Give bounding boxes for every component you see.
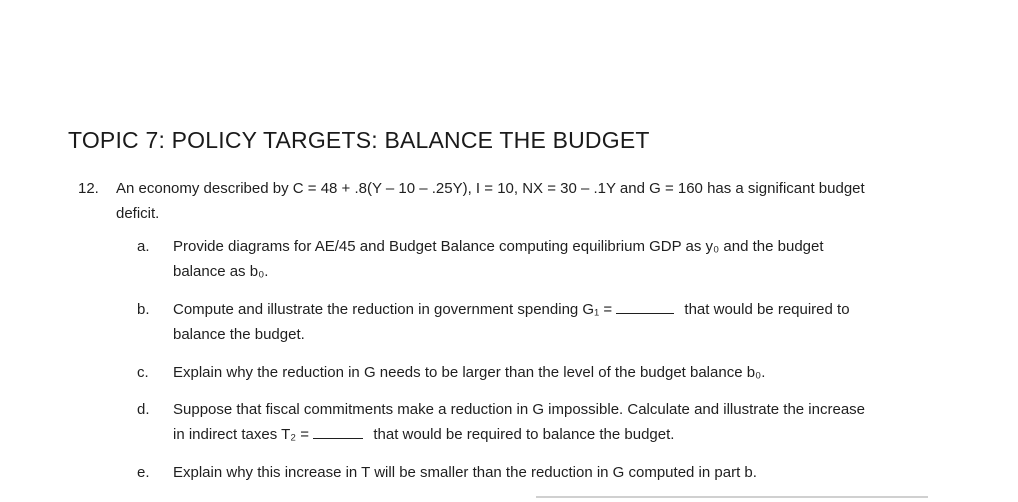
part-text-line-2 [173, 422, 933, 447]
part-label: e. [137, 464, 150, 481]
answer-blank-g1 [616, 299, 674, 314]
part-label: a. [137, 238, 150, 255]
part-text-pre-blank: Compute and illustrate the reduction in government spending G₁ = [173, 301, 613, 318]
question-part-d [137, 397, 937, 447]
bottom-divider [536, 496, 928, 498]
part-text-line-1: Explain why the reduction in G needs to be larger than the level of the budget balance b₀. [173, 364, 766, 381]
question-12 [78, 176, 958, 226]
question-part-c [137, 360, 937, 385]
question-part-e [137, 460, 937, 485]
answer-blank-t2 [313, 424, 363, 439]
question-text-line-2: deficit. [116, 205, 160, 222]
part-label: c. [137, 364, 149, 381]
part-text-line-2: balance the budget. [173, 326, 305, 343]
part-text-line-2: balance as b₀. [173, 263, 269, 280]
part-text-line-1 [173, 297, 933, 322]
part-text [173, 234, 933, 284]
part-text-post-blank: that would be required to [684, 301, 850, 318]
part-text-pre-blank: in indirect taxes T₂ = [173, 426, 310, 443]
question-text-line-1: An economy described by C = 48 + .8(Y – 10 – .25Y), I = 10, NX = 30 – .1Y and G = 160 has a significant budget [116, 180, 865, 197]
part-text-line-1: Explain why this increase in T will be smaller than the reduction in G computed in part b. [173, 464, 757, 481]
part-text-line-1: Provide diagrams for AE/45 and Budget Balance computing equilibrium GDP as y₀ and the budget [173, 238, 824, 255]
part-label: d. [137, 401, 150, 418]
question-number: 12. [78, 180, 99, 197]
part-text [173, 460, 933, 485]
question-part-b [137, 297, 937, 347]
part-text [173, 397, 933, 447]
part-label: b. [137, 301, 150, 318]
question-text [116, 176, 916, 226]
part-text-post-blank: that would be required to balance the budget. [373, 426, 675, 443]
topic-title: TOPIC 7: POLICY TARGETS: BALANCE THE BUDGET [68, 127, 650, 153]
part-text [173, 297, 933, 347]
question-part-a [137, 234, 937, 284]
part-text-line-1: Suppose that fiscal commitments make a reduction in G impossible. Calculate and illustrate the increase [173, 401, 865, 418]
part-text [173, 360, 933, 385]
